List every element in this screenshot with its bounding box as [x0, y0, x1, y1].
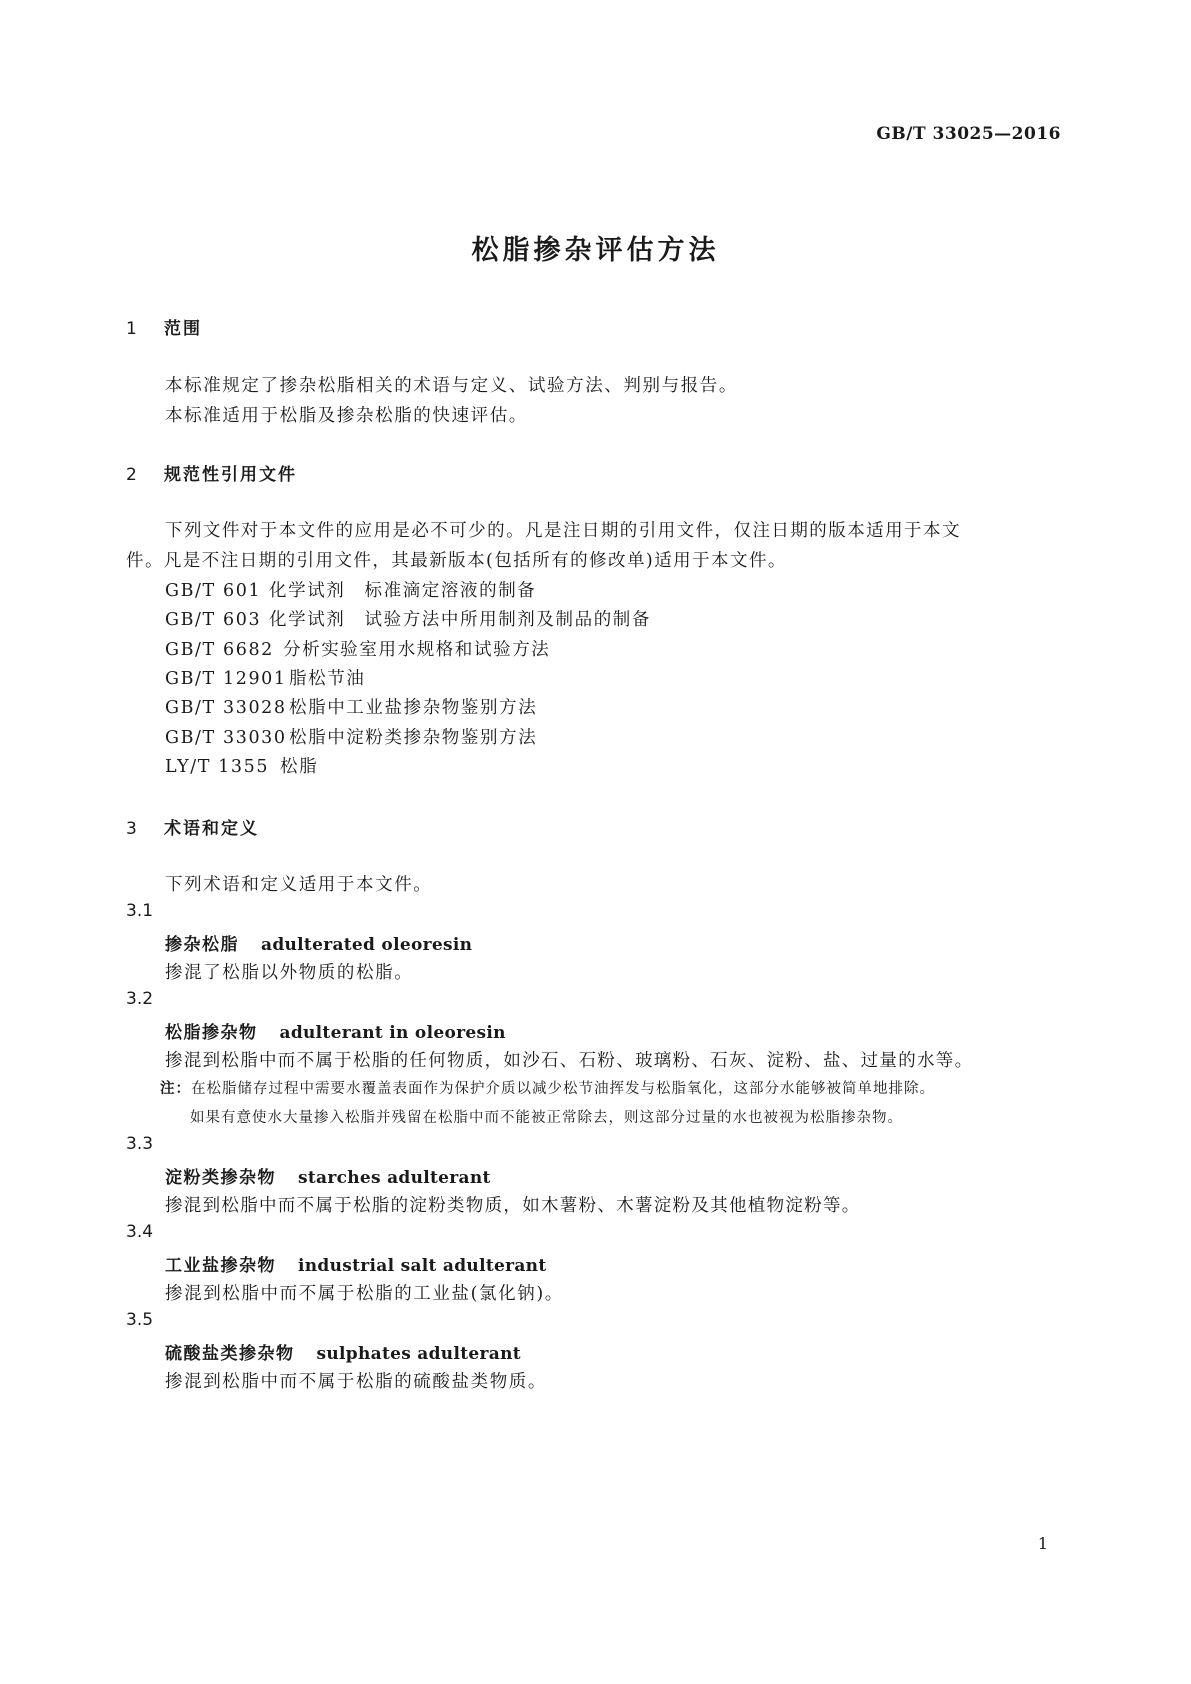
term-entry — [165, 1251, 546, 1276]
clause-number: 3.3 — [126, 1134, 154, 1154]
section-3-heading — [126, 814, 259, 839]
section-number: 2 — [126, 465, 139, 485]
term-note — [160, 1077, 935, 1098]
section-2-heading — [126, 460, 297, 485]
terms-intro: 下列术语和定义适用于本文件。 — [165, 875, 433, 895]
clause-number: 3.4 — [126, 1222, 154, 1242]
term-english: starches adulterant — [298, 1168, 491, 1188]
term-definition: 掺混到松脂中而不属于松脂的硫酸盐类物质。 — [165, 1372, 547, 1392]
reference-code: GB/T 601 — [165, 581, 262, 601]
reference-title: 分析实验室用水规格和试验方法 — [283, 640, 551, 660]
reference-item — [165, 636, 550, 661]
term-chinese: 掺杂松脂 — [165, 935, 239, 955]
term-definition: 掺混到松脂中而不属于松脂的工业盐(氯化钠)。 — [165, 1284, 564, 1304]
reference-code: GB/T 12901 — [165, 669, 287, 689]
reference-item — [165, 724, 537, 749]
section-title: 规范性引用文件 — [164, 465, 297, 485]
term-entry — [165, 1163, 491, 1188]
references-intro-line-1: 下列文件对于本文件的应用是必不可少的。凡是注日期的引用文件，仅注日期的版本适用于本文 — [165, 521, 961, 541]
scope-paragraph-2: 本标准适用于松脂及掺杂松脂的快速评估。 — [165, 406, 528, 426]
reference-item — [165, 665, 365, 690]
section-title: 术语和定义 — [164, 819, 259, 839]
clause-number: 3.2 — [126, 989, 154, 1009]
note-label: 注： — [160, 1081, 191, 1097]
section-title: 范围 — [164, 319, 202, 339]
page-number: 1 — [1037, 1534, 1048, 1553]
term-chinese: 松脂掺杂物 — [165, 1023, 258, 1043]
term-entry — [165, 1018, 506, 1043]
reference-item — [165, 577, 536, 602]
reference-title: 化学试剂 标准滴定溶液的制备 — [269, 581, 537, 601]
term-english: adulterant in oleoresin — [279, 1023, 506, 1043]
standard-code: GB/T 33025—2016 — [876, 124, 1061, 144]
reference-title: 脂松节油 — [289, 669, 366, 689]
note-line-2: 如果有意使水大量掺入松脂并残留在松脂中而不能被正常除去，则这部分过量的水也被视为松脂掺杂物。 — [190, 1110, 903, 1126]
references-intro-line-2: 件。凡是不注日期的引用文件，其最新版本(包括所有的修改单)适用于本文件。 — [126, 551, 787, 571]
term-definition: 掺混了松脂以外物质的松脂。 — [165, 963, 414, 983]
term-chinese: 工业盐掺杂物 — [165, 1256, 276, 1276]
term-entry — [165, 930, 472, 955]
reference-code: GB/T 603 — [165, 610, 262, 630]
reference-title: 松脂中淀粉类掺杂物鉴别方法 — [289, 728, 538, 748]
scope-paragraph-1: 本标准规定了掺杂松脂相关的术语与定义、试验方法、判别与报告。 — [165, 376, 738, 396]
reference-item — [165, 753, 318, 778]
term-english: adulterated oleoresin — [261, 935, 473, 955]
note-line-1: 在松脂储存过程中需要水覆盖表面作为保护介质以减少松节油挥发与松脂氧化，这部分水能够被简单地排除。 — [191, 1081, 935, 1097]
section-1-heading — [126, 314, 202, 339]
reference-code: LY/T 1355 — [165, 757, 270, 777]
term-english: sulphates adulterant — [316, 1344, 521, 1364]
reference-title: 化学试剂 试验方法中所用制剂及制品的制备 — [269, 610, 651, 630]
reference-code: GB/T 6682 — [165, 640, 274, 660]
reference-code: GB/T 33028 — [165, 698, 287, 718]
reference-item — [165, 606, 651, 631]
section-number: 1 — [126, 319, 139, 339]
reference-item — [165, 694, 537, 719]
term-definition: 掺混到松脂中而不属于松脂的任何物质，如沙石、石粉、玻璃粉、石灰、淀粉、盐、过量的水等。 — [165, 1051, 974, 1071]
term-english: industrial salt adulterant — [298, 1256, 547, 1276]
reference-title: 松脂中工业盐掺杂物鉴别方法 — [289, 698, 538, 718]
term-chinese: 硫酸盐类掺杂物 — [165, 1344, 295, 1364]
reference-code: GB/T 33030 — [165, 728, 287, 748]
term-entry — [165, 1339, 521, 1364]
reference-title: 松脂 — [280, 757, 319, 777]
section-number: 3 — [126, 819, 139, 839]
document-title: 松脂掺杂评估方法 — [471, 235, 720, 266]
clause-number: 3.1 — [126, 901, 154, 921]
term-definition: 掺混到松脂中而不属于松脂的淀粉类物质，如木薯粉、木薯淀粉及其他植物淀粉等。 — [165, 1196, 861, 1216]
term-chinese: 淀粉类掺杂物 — [165, 1168, 276, 1188]
clause-number: 3.5 — [126, 1310, 154, 1330]
